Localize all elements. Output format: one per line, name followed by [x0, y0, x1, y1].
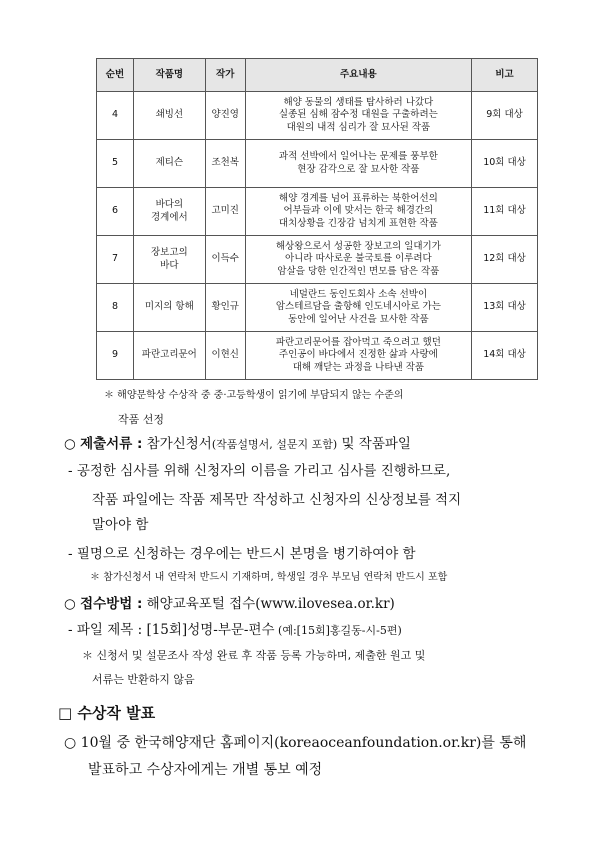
- cell-author: 고미진: [205, 188, 245, 236]
- works-table: [96, 58, 538, 380]
- method-label: 접수방법 :: [80, 596, 143, 612]
- cell-no: 5: [97, 140, 134, 188]
- submission-paren: (작품설명서, 설문지 포함): [211, 438, 338, 451]
- cell-author: 이현신: [205, 332, 245, 380]
- table-row: [97, 284, 538, 332]
- cell-title: 제티슨: [133, 140, 205, 188]
- cell-content: 파란고리문어를 잡아먹고 죽으려고 했던 주인공이 바다에서 진정한 삶과 사랑에 대해 깨닫는 과정을 나타낸 작품: [245, 332, 471, 380]
- table-row: [97, 140, 538, 188]
- submission-docs-line: [64, 434, 411, 455]
- submission-dash1-line1: - 공정한 심사를 위해 신청자의 이름을 가리고 심사를 진행하므로,: [68, 463, 451, 479]
- announcement-heading: □ 수상작 발표: [58, 704, 156, 722]
- announcement-line2: 발표하고 수상자에게는 개별 통보 예정: [88, 762, 323, 778]
- cell-content: 해양 경계를 넘어 표류하는 북한어선의 어부들과 이에 맞서는 한국 해경간의 대치상황을 긴장감 넘치게 표현한 작품: [245, 188, 471, 236]
- cell-no: 8: [97, 284, 134, 332]
- table-row: [97, 236, 538, 284]
- bullet-circle: ○: [64, 596, 76, 612]
- cell-title: 장보고의 바다: [133, 236, 205, 284]
- method-note-line2: 서류는 반환하지 않음: [92, 673, 195, 686]
- cell-content: 해상왕으로서 성공한 장보고의 일대기가 아니라 따사로운 불국토를 이루려다 암살을 당한 인간적인 면모를 담은 작품: [245, 236, 471, 284]
- submission-text-after: 및 작품파일: [337, 436, 411, 452]
- cell-note: 10회 대상: [472, 140, 538, 188]
- method-note-line1: ＊ 신청서 및 설문조사 작성 완료 후 작품 등록 가능하며, 제출한 원고 및: [82, 649, 426, 662]
- cell-note: 9회 대상: [472, 92, 538, 140]
- cell-note: 11회 대상: [472, 188, 538, 236]
- submission-text: 참가신청서: [142, 436, 212, 452]
- header-title: 작품명: [133, 59, 205, 92]
- table-row: [97, 332, 538, 380]
- submission-dash2: - 필명으로 신청하는 경우에는 반드시 본명을 병기하여야 함: [68, 546, 416, 562]
- cell-title: 미지의 항해: [133, 284, 205, 332]
- submission-dash1-line2: 작품 파일에는 작품 제목만 작성하고 신청자의 신상정보를 적지: [92, 492, 462, 508]
- cell-author: 조천복: [205, 140, 245, 188]
- announcement-line1: ○ 10월 중 한국해양재단 홈페이지(koreaoceanfoundation.or.kr)를 통해: [64, 735, 527, 751]
- header-content: 주요내용: [245, 59, 471, 92]
- bullet-circle: ○: [64, 436, 76, 452]
- cell-note: 14회 대상: [472, 332, 538, 380]
- cell-content: 과적 선박에서 일어나는 문제를 풍부한 현장 감각으로 잘 묘사한 작품: [245, 140, 471, 188]
- cell-author: 양진영: [205, 92, 245, 140]
- cell-no: 9: [97, 332, 134, 380]
- cell-title: 바다의 경계에서: [133, 188, 205, 236]
- submission-note: ＊ 참가신청서 내 연락처 반드시 기재하며, 학생일 경우 부모님 연락처 반드시 포함: [90, 572, 448, 583]
- cell-content: 네덜란드 동인도회사 소속 선박이 암스테르담을 출항해 인도네시아로 가는 동안에 일어난 사건을 묘사한 작품: [245, 284, 471, 332]
- cell-note: 13회 대상: [472, 284, 538, 332]
- cell-title: 쇄빙선: [133, 92, 205, 140]
- table-header-row: [97, 59, 538, 92]
- table-row: [97, 188, 538, 236]
- submission-label: 제출서류 :: [80, 436, 143, 452]
- cell-author: 이득수: [205, 236, 245, 284]
- table-footnote-line2: 작품 선정: [118, 413, 165, 426]
- header-note: 비고: [472, 59, 538, 92]
- cell-note: 12회 대상: [472, 236, 538, 284]
- cell-author: 황인규: [205, 284, 245, 332]
- header-author: 작가: [205, 59, 245, 92]
- method-dash: - 파일 제목 : [15회]성명-부문-편수 (예:[15회]홍길동-시-5편): [68, 622, 402, 638]
- table-row: [97, 92, 538, 140]
- submission-dash1-line3: 말아야 함: [92, 517, 149, 533]
- cell-no: 6: [97, 188, 134, 236]
- method-text: 해양교육포털 접수(www.ilovesea.or.kr): [142, 596, 395, 612]
- cell-title: 파란고리문어: [133, 332, 205, 380]
- cell-content: 해양 동물의 생태를 탐사하러 나갔다 실종된 심해 잠수정 대원을 구출하려는 대원의 내적 심리가 잘 묘사된 작품: [245, 92, 471, 140]
- table-footnote-line1: ＊ 해양문학상 수상작 중 중·고등학생이 읽기에 부담되지 않는 수준의: [104, 390, 404, 401]
- method-line: [64, 594, 395, 614]
- cell-no: 7: [97, 236, 134, 284]
- cell-no: 4: [97, 92, 134, 140]
- header-no: 순번: [97, 59, 134, 92]
